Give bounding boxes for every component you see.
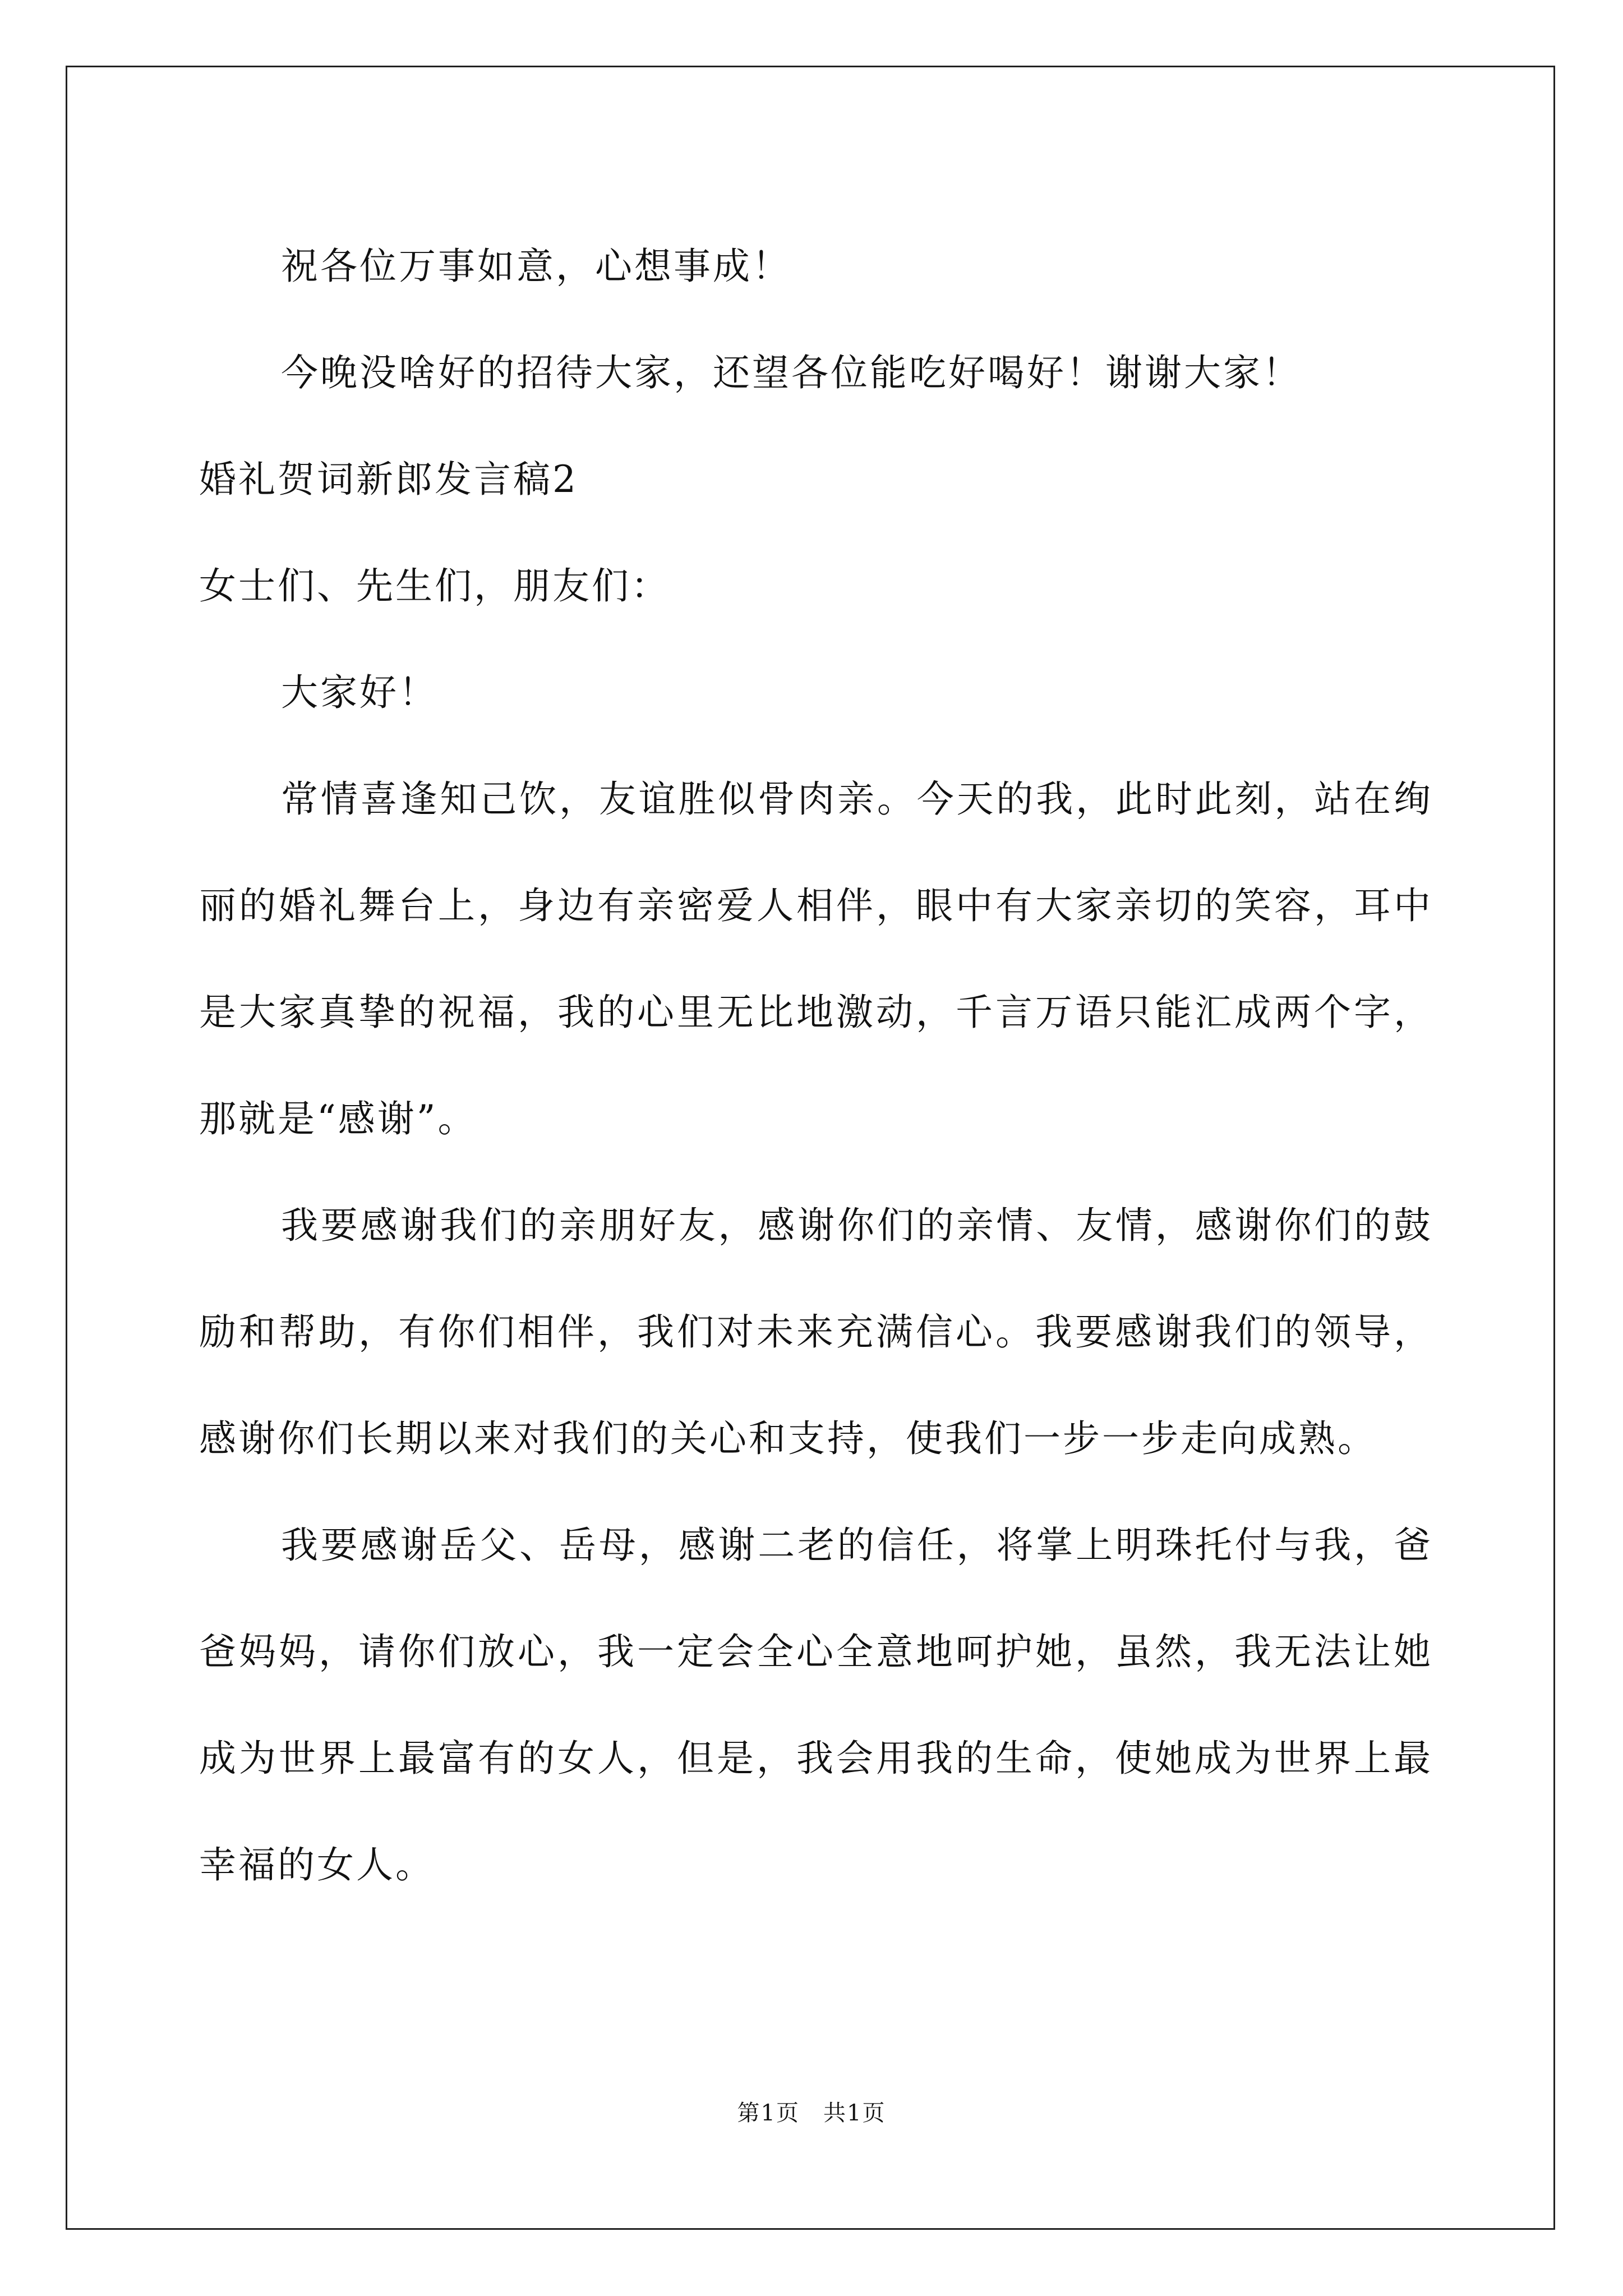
page-footer: 第1页 共1页	[737, 2100, 886, 2126]
document-body	[199, 213, 1433, 1918]
section-heading: 婚礼贺词新郎发言稿2	[199, 458, 578, 501]
paragraph-thanks-parents: 我要感谢岳父、岳母，感谢二老的信任，将掌上明珠托付与我，爸爸妈妈，请你们放心，我一定会全心全意地呵护她，虽然，我无法让她成为世界上最富有的女人，但是，我会用我的生命，使她成为世界上最幸福的女人。	[199, 1524, 1433, 1887]
paragraph-thanks-friends: 我要感谢我们的亲朋好友，感谢你们的亲情、友情，感谢你们的鼓励和帮助，有你们相伴，我们对未来充满信心。我要感谢我们的领导，感谢你们长期以来对我们的关心和支持，使我们一步一步走向成熟。	[199, 1204, 1433, 1460]
paragraph-gratitude: 常情喜逢知己饮，友谊胜似骨肉亲。今天的我，此时此刻，站在绚丽的婚礼舞台上，身边有亲密爱人相伴，眼中有大家亲切的笑容，耳中是大家真挚的祝福，我的心里无比地激动，千言万语只能汇成两个字，那就是“感谢”。	[199, 777, 1433, 1140]
paragraph-thanks-dinner: 今晚没啥好的招待大家，还望各位能吃好喝好！谢谢大家！	[281, 351, 1302, 394]
paragraph-greeting: 大家好！	[281, 671, 438, 714]
paragraph-salutation: 女士们、先生们，朋友们：	[199, 564, 670, 608]
paragraph-wishes: 祝各位万事如意，心想事成！	[281, 245, 791, 288]
